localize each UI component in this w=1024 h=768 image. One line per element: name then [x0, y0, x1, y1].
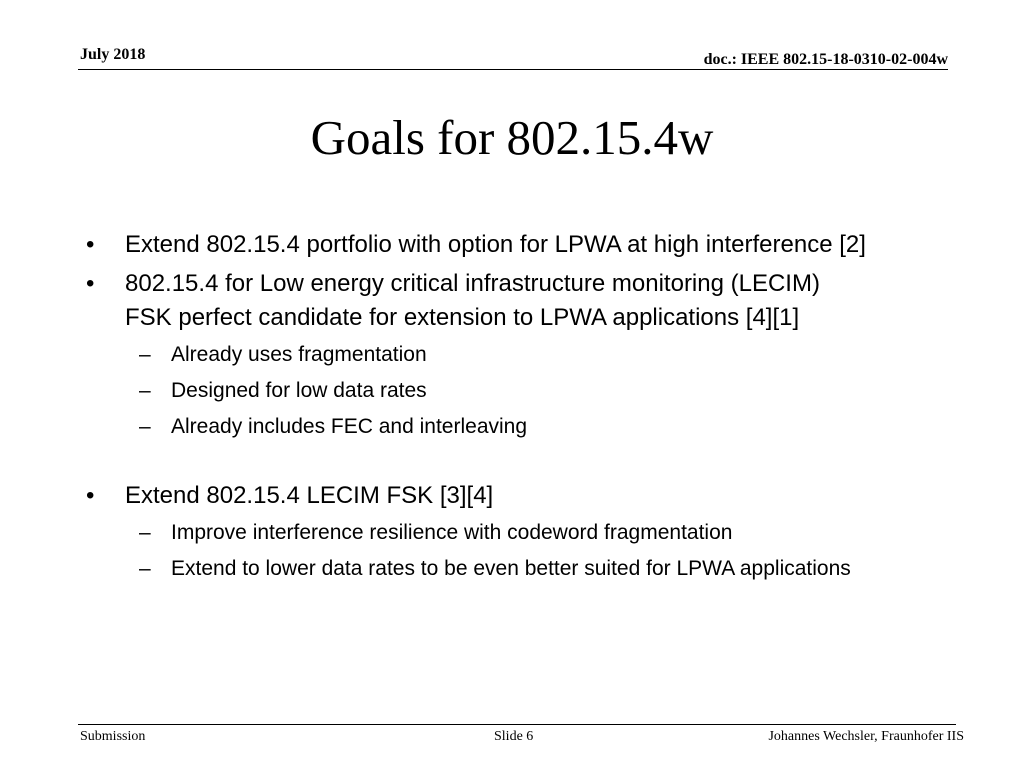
footer-author: Johannes Wechsler, Fraunhofer IIS	[768, 729, 964, 744]
slide-body	[86, 228, 866, 590]
bullet-marker: •	[86, 270, 95, 297]
sub-bullet-text: Already uses fragmentation	[171, 343, 427, 366]
bullet-spacer	[86, 448, 866, 479]
bullet-marker: •	[86, 482, 95, 509]
footer-slide-number: Slide 6	[494, 729, 534, 744]
sub-bullet-text: Designed for low data rates	[171, 379, 427, 402]
bullet-text: 802.15.4 for Low energy critical infrastructure monitoring (LECIM) FSK perfect candidate for extension to LPWA applications [4][1]	[125, 270, 820, 331]
sub-bullet-item	[86, 376, 866, 406]
sub-bullet-item	[86, 412, 866, 442]
bullet-item	[86, 228, 866, 262]
sub-bullet-marker: –	[139, 521, 151, 544]
sub-bullet-text: Extend to lower data rates to be even better suited for LPWA applications	[171, 557, 851, 580]
bullet-text: Extend 802.15.4 portfolio with option for LPWA at high interference [2]	[125, 231, 866, 258]
footer-submission: Submission	[80, 729, 146, 744]
header-doc-id: doc.: IEEE 802.15-18-0310-02-004w	[703, 51, 948, 68]
slide-title: Goals for 802.15.4w	[310, 110, 714, 165]
sub-bullet-text: Already includes FEC and interleaving	[171, 415, 528, 438]
sub-bullet-marker: –	[139, 343, 151, 366]
bullet-text: Extend 802.15.4 LECIM FSK [3][4]	[125, 482, 494, 509]
sub-bullet-marker: –	[139, 415, 151, 438]
sub-bullet-item	[86, 340, 866, 370]
sub-bullet-item	[86, 518, 866, 548]
sub-bullet-item	[86, 554, 866, 584]
header-date: July 2018	[80, 46, 146, 63]
bullet-item	[86, 479, 866, 513]
sub-bullet-marker: –	[139, 379, 151, 402]
sub-bullet-marker: –	[139, 557, 151, 580]
bullet-marker: •	[86, 231, 95, 258]
footer-divider	[78, 724, 956, 725]
header-divider	[78, 69, 948, 70]
bullet-item	[86, 267, 866, 335]
sub-bullet-text: Improve interference resilience with codeword fragmentation	[171, 521, 733, 544]
